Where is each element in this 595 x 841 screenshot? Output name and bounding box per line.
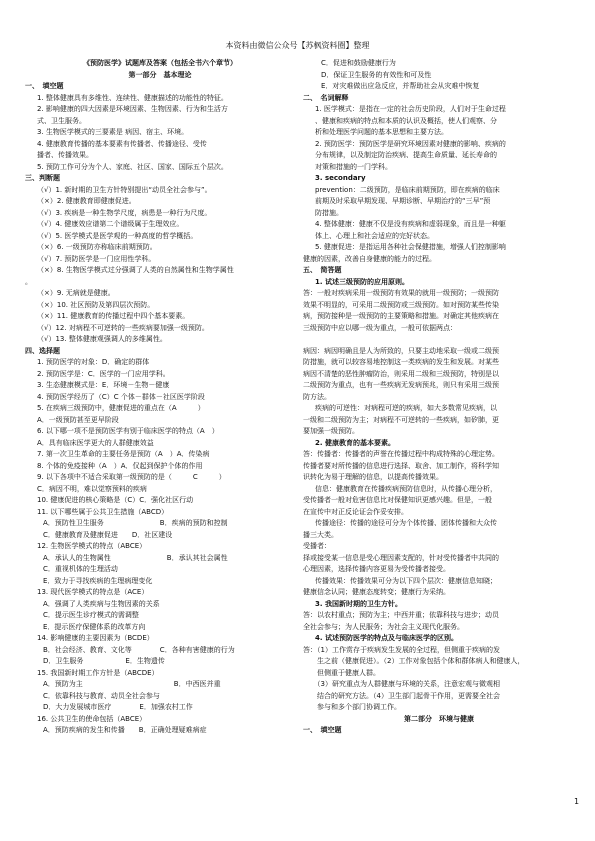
left-line: B．社会经济、教育、文化等 C．各种有害健康的行为	[43, 645, 235, 654]
right-line: 全社会参与；为人民服务；为社会主义现代化服务。	[303, 622, 464, 631]
right-line: 结合的研究方法。（4）卫生部门起骨干作用，更需要全社会	[303, 691, 500, 700]
left-line: 11. 以下哪些属于公共卫生措施（ABCD）	[37, 507, 169, 516]
left-line: 1. 整体健康具有多维性、连续性、健康描述的功能性的特征。	[37, 93, 228, 102]
left-line: 三、判断题	[25, 174, 60, 182]
right-line: 2. 预防医学：预防医学是研究环境因素对健康的影响、疾病的	[315, 139, 506, 148]
right-line: 五、 简答题	[303, 266, 342, 274]
right-line: 但侧重于健康人群。	[303, 668, 380, 677]
right-line: 3. 我国新时期的卫生方针。	[315, 599, 402, 608]
right-line: 分布规律，以及制定防治疾病、提高生命质量、延长寿命的	[315, 151, 497, 159]
left-line: （√）7. 预防医学是一门应用性学科。	[37, 254, 156, 263]
right-line: 防措施。	[315, 208, 343, 217]
right-line: （3）研究重点为人群健康与环境的关系，注意宏观与微观相	[303, 680, 500, 688]
left-line: A．承认人的生物属性 B．承认其社会属性	[43, 553, 228, 562]
left-line: A．强调了人类疾病与生物因素的关系	[43, 599, 160, 608]
right-line: 病因不清楚的恶性肿瘤防治，则采用二级和三级预防，特别是以	[303, 369, 499, 378]
left-line: 10. 健康促进的核心策略是（C）C．强化社区行动	[37, 496, 194, 504]
right-line: 答：一般对疾病采用一级预防有效果的就用一级预防；一级预防	[303, 289, 499, 297]
right-line: 在宣传中对正反论证会作妥安排。	[303, 507, 408, 516]
left-line: （×）8. 生物医学模式过分强调了人类的自然属性和生物学属性	[37, 266, 234, 274]
right-line: 效果不明显的，可采用二级预防或三级预防。如对预防某些传染	[303, 300, 499, 309]
right-line: 防措施，就可以较容易地控制这一类疾病的发生和发展。对某些	[303, 358, 499, 366]
left-column	[25, 58, 295, 737]
left-line: 《预防医学》试题库及答案（包括全书六个章节）	[83, 59, 237, 67]
right-line: 2. 健康教育的基本要素。	[315, 438, 395, 447]
left-line: （√）4. 健康效应谱第二个谱级属于生理效应。	[37, 220, 184, 228]
right-line: 4. 整体健康：健康不仅是没有疾病和虚弱现象，而且是一种躯	[315, 220, 506, 228]
right-line: 、健康和疾病的特点和本质的认识及概括，使人们观察、分	[315, 116, 497, 125]
right-line: 二级预防为重点，也有一些疾病无发病预兆，则只有采用三级预	[303, 381, 499, 389]
left-line: 16. 公共卫生的使命包括（ABCE）	[37, 714, 147, 723]
right-line: 传播途径：传播的途径可分为个体传播、团体传播和大众传	[315, 519, 497, 527]
right-line: 健康的因素，改善自身健康的能力的过程。	[303, 254, 436, 263]
left-line: C．病因不明，难以觉察预料的疾病	[37, 484, 147, 493]
left-line: 2. 影响健康的四大因素是环境因素、生物因素、行为和生活方	[37, 105, 228, 113]
right-line: prevention：二级预防，是临床前期预防，即在疾病的临床	[315, 185, 500, 194]
left-line: 9. 以下各项中不适合采取第一级预防的是（ C ）	[37, 473, 226, 481]
left-line: D．卫生服务 E．生物遗传	[43, 657, 165, 665]
right-line: 病因：病因明确且是人为所致的，只要主动地采取一级或二级预	[303, 346, 499, 355]
right-line: 答：以农村重点；预防为主；中西并重；依靠科技与进步；动员	[303, 611, 499, 619]
left-line: A．预防疾病的发生和传播 B．正确处理疑难病症	[43, 726, 207, 734]
left-line: 3. 生态健康模式是：E．环境－生物－健康	[37, 381, 170, 389]
right-line: 第二部分 环境与健康	[404, 714, 474, 723]
right-line: 病，预防接种是一级预防的主要策略和措施。对确定其他疾病在	[303, 312, 499, 320]
left-line: C．重视机体的生理活动	[43, 565, 118, 573]
left-line: E．提示医疗保健体系的改革方向	[43, 622, 146, 631]
right-line: 1. 医学模式：是指在一定的社会历史阶段，人们对于生命过程	[315, 105, 506, 113]
left-line: C．健康教育及健康促进 D．社区建设	[43, 530, 173, 539]
left-line: E．致力于寻找疾病的生理病理变化	[43, 576, 153, 585]
right-line: 心理因素，选择传播内容更易为受传播者接受。	[303, 565, 450, 573]
left-line: A．具有临床医学更大的人群健康效益	[37, 438, 154, 447]
left-line: 6. 以下哪一项不是预防医学有别于临床医学的特点（A ）	[37, 427, 219, 435]
left-line: （√）12. 对病程不可逆转的一些疾病要加强一级预防。	[37, 323, 209, 332]
left-line: （√）13. 整体健康观强调人的多维属性。	[37, 335, 167, 343]
left-line: 2. 预防医学是：C．医学的一门应用学科。	[37, 369, 170, 378]
left-line: 5. 在疾病三级预防中，健康促进的重点在（A ）	[37, 404, 205, 412]
left-line: 一、 填空题	[25, 82, 64, 90]
right-line: E．对灾难做出应急反应，并帮助社会从灾难中恢复	[321, 82, 480, 90]
left-line: 7. 第一次卫生革命的主要任务是预防（A ）A．传染病	[37, 450, 210, 458]
right-line: 体上、心理上和社会适应的完好状态。	[315, 231, 434, 240]
left-line: （√）3. 疾病是一种生物学尺度，病患是一种行为尺度。	[37, 208, 212, 217]
left-line: A．预防性卫生服务 B．疾病的预防和控制	[43, 519, 228, 527]
left-line: （×）10. 社区预防及第四层次预防。	[37, 300, 155, 309]
left-line: （√）1. 新时期的卫生方针特别提出“动员全社会参与”。	[37, 185, 212, 194]
right-line: 信息：健康教育在传播疾病预防信息时，从传播心理分析，	[315, 484, 497, 493]
right-line: 4. 试述预防医学的特点及与临床医学的区别。	[315, 634, 458, 642]
left-line: （√）5. 医学模式是医学观的一种高度的哲学概括。	[37, 231, 198, 240]
right-line: 二、 名词解释	[303, 93, 349, 102]
left-line: 5. 预防工作可分为个人、家庭、社区、国家、国际五个层次。	[37, 162, 228, 171]
left-line: A．一级预防甚至更早阶段	[37, 415, 119, 424]
right-line: 播三大类。	[303, 530, 338, 539]
left-line: 式、卫生服务。	[37, 116, 86, 125]
right-line: 传播效果：传播效果可分为以下四个层次：健康信息知晓；	[315, 576, 497, 585]
right-line: 答：传播者：传播者的声誉在传播过程中构成特殊的心理定势。	[303, 450, 499, 458]
left-line: （×）9. 无病就是健康。	[37, 289, 115, 297]
left-line: 播者、传播效果。	[37, 151, 93, 159]
right-line	[303, 334, 575, 346]
right-line: 参与和多个部门协调工作。	[303, 703, 401, 711]
right-line: 答：（1）工作赏存于疾病发生发展的全过程，但侧重于疾病的发	[303, 645, 500, 654]
left-line: （×）2. 健康教育即健康促进。	[37, 197, 136, 205]
right-line: 受传播者一般对危害信息比对保健知识更感兴趣。但是，一般	[303, 496, 492, 504]
right-line: 三级预防中应以哪一级为重点，一般可依据两点：	[303, 323, 457, 332]
right-line: 健康信念认同；健康态度转变；健康行为采纳。	[303, 588, 450, 596]
right-line: 前期及时采取早期发现、早期诊断、早期治疗的“三早”预	[315, 197, 491, 205]
left-line: D．大力发展城市医疗 E．加强农村工作	[43, 703, 193, 711]
right-line: 对策和措施的一门学科。	[315, 162, 392, 171]
left-line: 四、选择题	[25, 346, 60, 355]
right-line: 要加强一级预防。	[303, 427, 359, 435]
page-header: 本资料由微信公众号【苏枫资料圈】整理	[225, 41, 370, 50]
left-line: C．提示医生诊疗模式的需调整	[43, 611, 139, 619]
left-line: 。	[25, 277, 32, 286]
right-line: 识转化为易于理解的信息，以提高传播效果。	[303, 473, 443, 481]
right-line: 传播者要对所传播的信息进行选择、取舍、加工制作，将科学知	[303, 461, 499, 470]
right-line: C．促进和鼓励健康行为	[321, 59, 396, 67]
left-line: 4. 预防医学经历了（C）C 个体－群体－社区医学阶段	[37, 392, 205, 401]
right-column	[303, 58, 575, 737]
right-line: 析和处理医学问题的基本思想和主要方法。	[315, 128, 448, 136]
right-line: 5. 健康促进：是指运用各种社会保健措施，增强人们控制影响	[315, 243, 506, 251]
left-line: 第一部分 基本理论	[128, 70, 192, 79]
left-line: C．依靠科技与教育、动员全社会参与	[43, 691, 160, 700]
left-line: 3. 生物医学模式的三要素是 病因、宿主、环境。	[37, 128, 189, 136]
right-line: 受播者：	[303, 542, 331, 550]
left-line: 15. 我国新时期工作方针是（ABCDE）	[37, 668, 159, 677]
left-line: （×）11. 健康教育的传播过程中四个基本要素。	[37, 312, 190, 320]
right-line: 一级和二级预防为主；对病程不可逆转的一些疾病，如矽肺，更	[303, 415, 499, 424]
left-line: 1. 预防医学的对象：D．确定的群体	[37, 358, 150, 366]
right-line: 3. secondary	[315, 174, 366, 182]
right-line: 生之前（健康促进）。（2）工作对象包括个体和群体病人和健康人，	[303, 657, 525, 665]
right-line: 1. 试述三级预防的应用原则。	[315, 277, 409, 286]
right-line: 防方法。	[303, 392, 331, 401]
right-line: D．保证卫生服务的有效性和可及性	[321, 70, 432, 79]
left-line: （×）6. 一级预防亦称临床前期预防。	[37, 243, 157, 251]
page-number: 1	[574, 797, 580, 806]
left-line: 8. 个体的免疫接种（A ）A．仅起到保护个体的作用	[37, 461, 203, 470]
left-line: 4. 健康教育传播的基本要素有传播者、传播途径、受传	[37, 139, 207, 148]
right-line: 择或接受某一信息是受心理因素支配的，针对受传播者中共同的	[303, 553, 499, 562]
left-line: 13. 现代医学模式的特点是（ACE）	[37, 588, 149, 596]
left-line: 12. 生物医学模式的特点（ABCE）	[37, 542, 147, 550]
right-line: 一、 填空题	[303, 726, 342, 734]
left-line: A．预防为主 B．中西医并重	[43, 680, 221, 688]
left-line: 14. 影响健康的主要因素为（BCDE）	[37, 634, 154, 642]
right-line: 疾病的可逆性：对病程可逆的疾病，如大多数常见疾病，以	[315, 404, 497, 412]
